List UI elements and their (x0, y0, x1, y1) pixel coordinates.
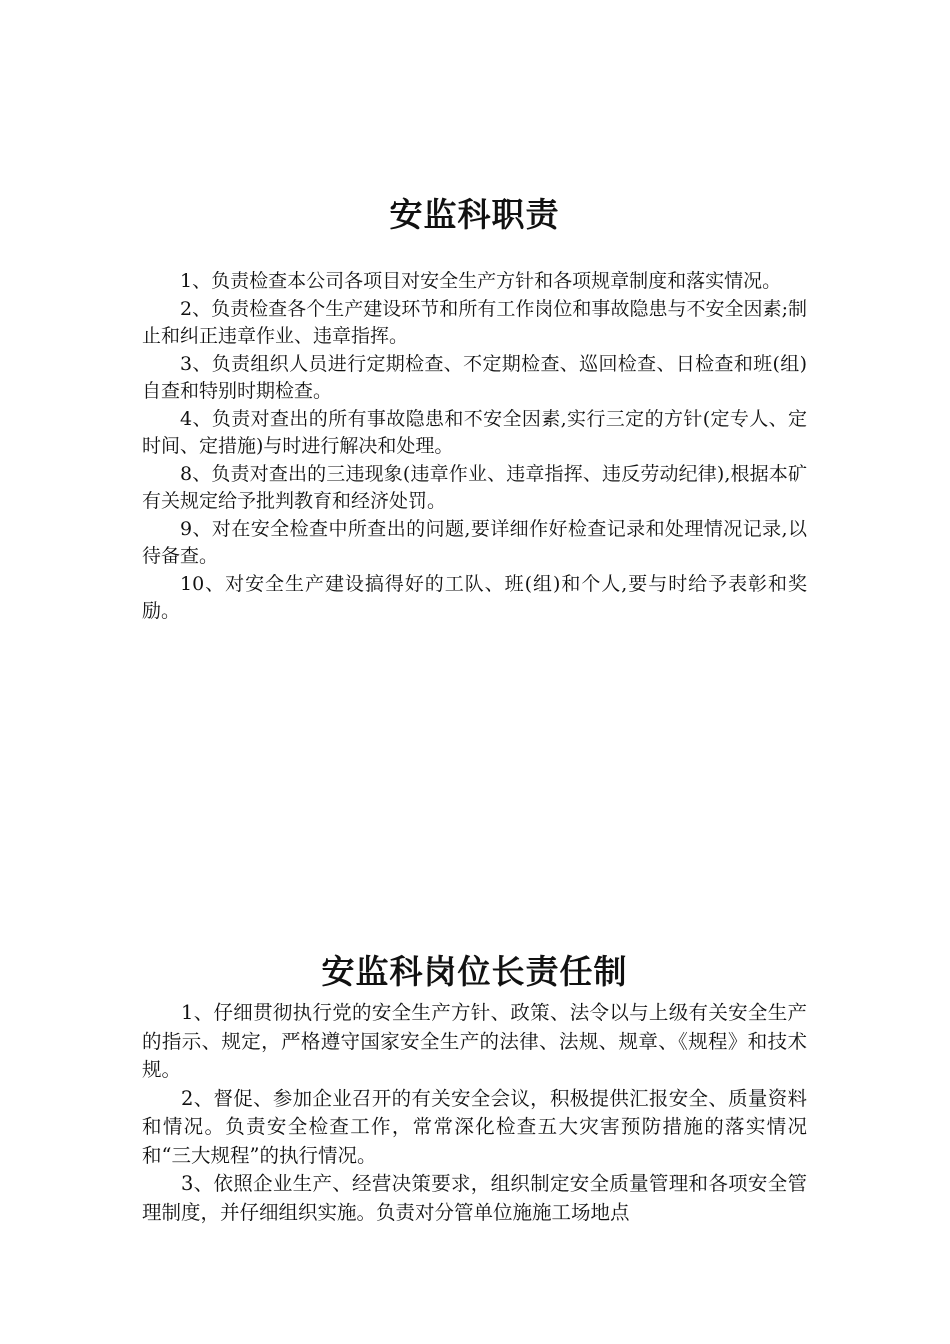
paragraph: 10、对安全生产建设搞得好的工队、班(组)和个人,要与时给予表彰和奖励。 (142, 572, 807, 622)
paragraph: 3、负责组织人员进行定期检查、不定期检查、巡回检查、日检查和班(组)自查和特别时期检查。 (142, 352, 807, 402)
section-title: 安监科职责 (389, 195, 560, 234)
paragraph: 3、依照企业生产、经营决策要求，组织制定安全质量管理和各项安全管理制度，并仔细组织实施。负责对分管单位施施工场地点 (142, 1172, 807, 1224)
section-anjianke-duties (142, 190, 807, 626)
paragraph: 1、负责检查本公司各项目对安全生产方针和各项规章制度和落实情况。 (180, 270, 782, 292)
paragraph: 9、对在安全检查中所查出的问题,要详细作好检查记录和处理情况记录,以待备查。 (142, 517, 807, 567)
section-title: 安监科岗位长责任制 (321, 952, 628, 991)
paragraph: 2、负责检查各个生产建设环节和所有工作岗位和事故隐患与不安全因素;制止和纠正违章作业、违章指挥。 (142, 297, 807, 347)
paragraph: 8、负责对查出的三违现象(违章作业、违章指挥、违反劳动纪律),根据本矿有关规定给予批判教育和经济处罚。 (142, 462, 807, 512)
section-chief-responsibility (142, 947, 807, 1227)
paragraph: 4、负责对查出的所有事故隐患和不安全因素,实行三定的方针(定专人、定时间、定措施)与时进行解决和处理。 (142, 407, 807, 457)
paragraph: 2、督促、参加企业召开的有关安全会议，积极提供汇报安全、质量资料和情况。负责安全检查工作，常常深化检查五大灾害预防措施的落实情况和“三大规程”的执行情况。 (142, 1086, 807, 1167)
paragraph: 1、仔细贯彻执行党的安全生产方针、政策、法令以与上级有关安全生产的指示、规定，严格遵守国家安全生产的法律、法规、规章、《规程》和技术规。 (142, 1001, 807, 1081)
